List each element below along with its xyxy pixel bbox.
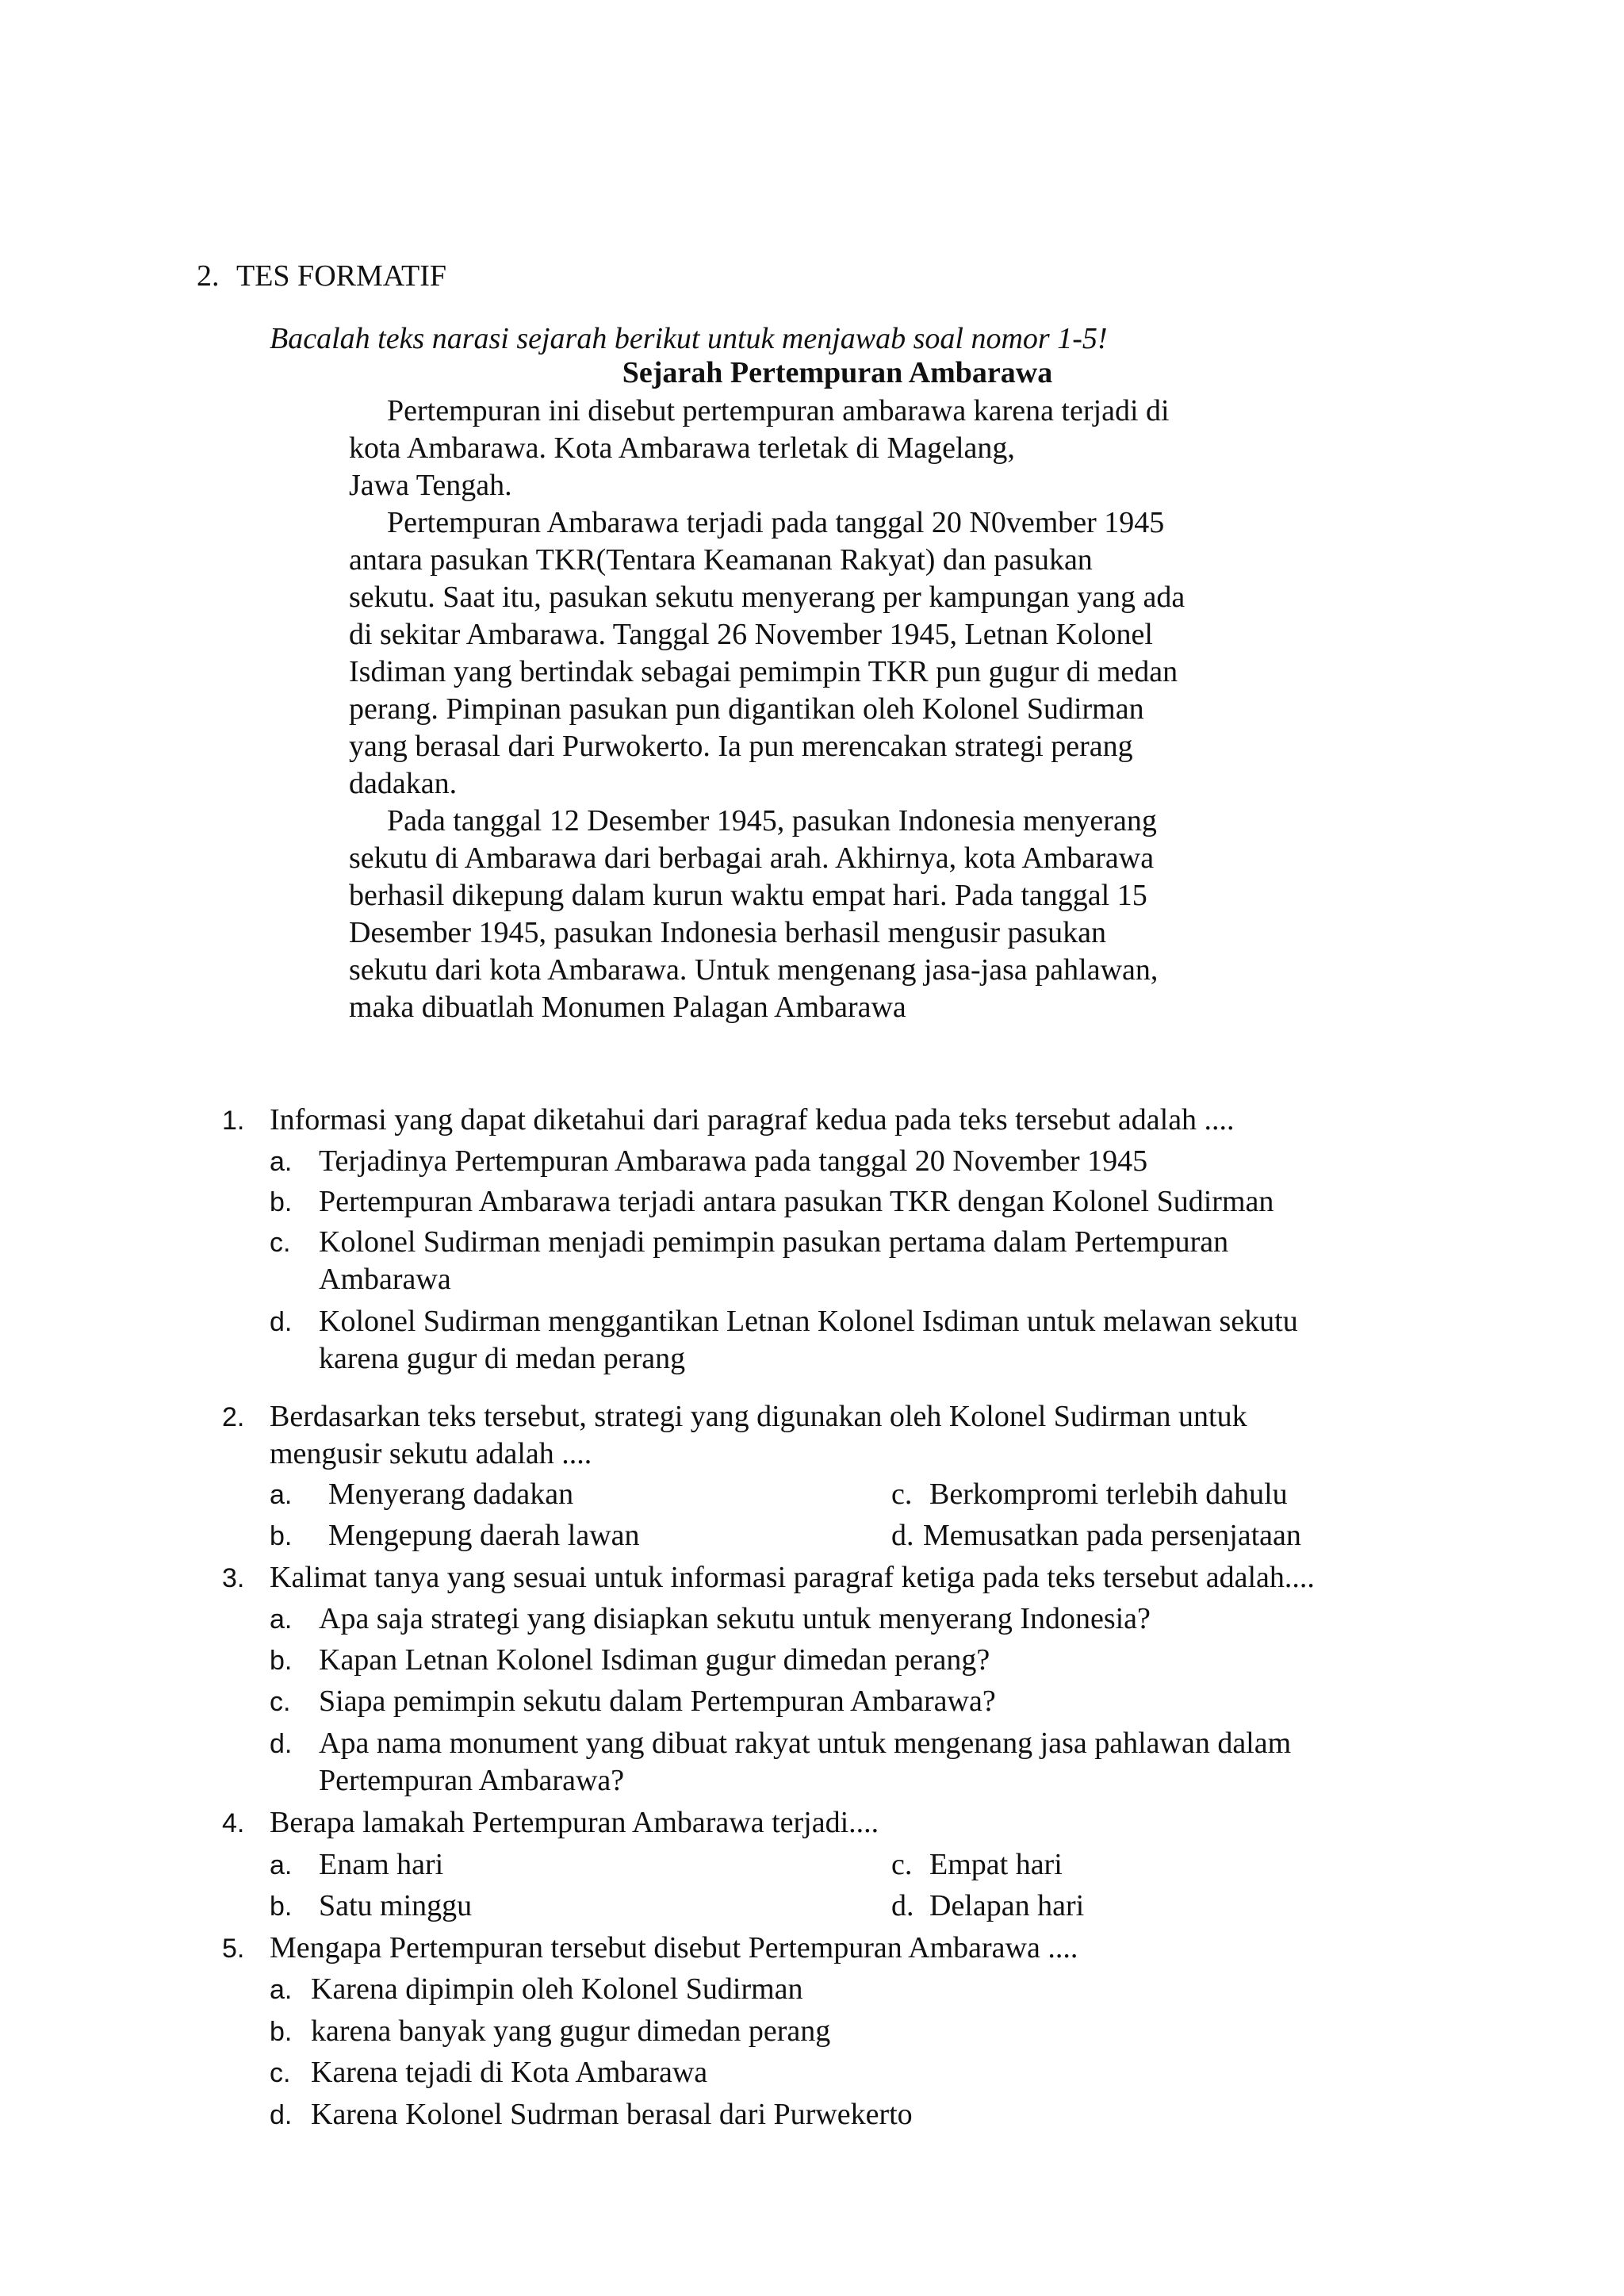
question-text: Berdasarkan teks tersebut, strategi yang digunakan oleh Kolonel Sudirman untuk xyxy=(270,1400,1247,1433)
option-text[interactable]: Terjadinya Pertempuran Ambarawa pada tanggal 20 November 1945 xyxy=(319,1144,1148,1178)
option-letter[interactable]: c. xyxy=(270,2058,291,2088)
story-line: sekutu di Ambarawa dari berbagai arah. Akhirnya, kota Ambarawa xyxy=(349,841,1155,875)
option-text[interactable]: Empat hari xyxy=(929,1848,1063,1881)
story-line: sekutu dari kota Ambarawa. Untuk mengenang jasa-jasa pahlawan, xyxy=(349,953,1159,987)
option-text[interactable]: Karena tejadi di Kota Ambarawa xyxy=(311,2056,708,2089)
question-text: Mengapa Pertempuran tersebut disebut Pertempuran Ambarawa .... xyxy=(270,1931,1078,1964)
option-text[interactable]: Enam hari xyxy=(319,1848,444,1881)
option-text[interactable]: Kolonel Sudirman menggantikan Letnan Kolonel Isdiman untuk melawan sekutu xyxy=(319,1305,1298,1338)
option-text[interactable]: Apa nama monument yang dibuat rakyat untuk mengenang jasa pahlawan dalam xyxy=(319,1727,1292,1760)
story-line: Jawa Tengah. xyxy=(349,469,512,502)
option-letter[interactable]: c. xyxy=(891,1848,913,1881)
option-text[interactable]: Menyerang dadakan xyxy=(328,1478,574,1511)
option-letter[interactable]: b. xyxy=(270,1521,293,1551)
option-text[interactable]: Mengepung daerah lawan xyxy=(328,1519,640,1552)
option-text[interactable]: karena banyak yang gugur dimedan perang xyxy=(311,2014,831,2048)
option-text[interactable]: Delapan hari xyxy=(929,1889,1085,1922)
story-line: antara pasukan TKR(Tentara Keamanan Rakyat) dan pasukan xyxy=(349,543,1093,577)
option-text-continued[interactable]: Ambarawa xyxy=(319,1263,451,1296)
story-line: sekutu. Saat itu, pasukan sekutu menyerang per kampungan yang ada xyxy=(349,581,1185,614)
question-text-continued: mengusir sekutu adalah .... xyxy=(270,1437,592,1470)
option-text[interactable]: Memusatkan pada persenjataan xyxy=(923,1519,1301,1552)
option-text-continued[interactable]: karena gugur di medan perang xyxy=(319,1342,686,1375)
story-line: Pada tanggal 12 Desember 1945, pasukan Indonesia menyerang xyxy=(387,804,1157,838)
option-letter[interactable]: d. xyxy=(891,1519,914,1552)
option-letter[interactable]: d. xyxy=(891,1889,914,1922)
question-number: 1. xyxy=(222,1106,245,1136)
story-line: Pertempuran Ambarawa terjadi pada tanggal 20 N0vember 1945 xyxy=(387,506,1165,539)
option-letter[interactable]: c. xyxy=(270,1687,291,1717)
option-letter[interactable]: b. xyxy=(270,2017,293,2047)
option-letter[interactable]: a. xyxy=(270,1480,293,1510)
section-title: TES FORMATIF xyxy=(236,259,446,293)
option-text[interactable]: Kolonel Sudirman menjadi pemimpin pasukan pertama dalam Pertempuran xyxy=(319,1225,1229,1259)
story-line: berhasil dikepung dalam kurun waktu empat hari. Pada tanggal 15 xyxy=(349,879,1147,912)
story-line: Pertempuran ini disebut pertempuran ambarawa karena terjadi di xyxy=(387,394,1170,427)
story-line: Isdiman yang bertindak sebagai pemimpin TKR pun gugur di medan xyxy=(349,655,1178,688)
option-text[interactable]: Siapa pemimpin sekutu dalam Pertempuran Ambarawa? xyxy=(319,1685,996,1718)
question-text: Informasi yang dapat diketahui dari paragraf kedua pada teks tersebut adalah .... xyxy=(270,1103,1235,1137)
story-line: kota Ambarawa. Kota Ambarawa terletak di Magelang, xyxy=(349,431,1015,465)
question-number: 3. xyxy=(222,1563,245,1593)
option-text-continued[interactable]: Pertempuran Ambarawa? xyxy=(319,1764,625,1797)
story-line: di sekitar Ambarawa. Tanggal 26 November 1945, Letnan Kolonel xyxy=(349,618,1153,651)
option-letter[interactable]: a. xyxy=(270,1850,293,1880)
story-line: Desember 1945, pasukan Indonesia berhasil mengusir pasukan xyxy=(349,916,1107,949)
story-title xyxy=(0,355,1624,390)
option-text[interactable]: Karena dipimpin oleh Kolonel Sudirman xyxy=(311,1972,803,2006)
story-line: perang. Pimpinan pasukan pun digantikan oleh Kolonel Sudirman xyxy=(349,692,1144,726)
story-line: dadakan. xyxy=(349,767,458,800)
option-text[interactable]: Karena Kolonel Sudrman berasal dari Purwekerto xyxy=(311,2098,913,2131)
option-text[interactable]: Satu minggu xyxy=(319,1889,473,1922)
option-letter[interactable]: d. xyxy=(270,1729,293,1759)
question-number: 4. xyxy=(222,1808,245,1838)
option-letter[interactable]: d. xyxy=(270,1307,293,1337)
reading-instruction: Bacalah teks narasi sejarah berikut untuk menjawab soal nomor 1-5! xyxy=(270,322,1108,355)
story-line: maka dibuatlah Monumen Palagan Ambarawa xyxy=(349,991,906,1024)
option-letter[interactable]: b. xyxy=(270,1892,293,1922)
story-title-text: Sejarah Pertempuran Ambarawa xyxy=(622,356,1053,389)
option-letter[interactable]: a. xyxy=(270,1147,293,1177)
option-text[interactable]: Kapan Letnan Kolonel Isdiman gugur dimedan perang? xyxy=(319,1643,990,1677)
question-text: Kalimat tanya yang sesuai untuk informasi paragraf ketiga pada teks tersebut adalah.... xyxy=(270,1561,1315,1594)
section-heading xyxy=(197,259,446,293)
question-number: 2. xyxy=(222,1402,245,1432)
option-letter[interactable]: c. xyxy=(891,1478,913,1511)
option-letter[interactable]: a. xyxy=(270,1975,293,2005)
question-text: Berapa lamakah Pertempuran Ambarawa terjadi.... xyxy=(270,1806,879,1839)
question-number: 5. xyxy=(222,1934,245,1964)
story-line: yang berasal dari Purwokerto. Ia pun merencakan strategi perang xyxy=(349,730,1133,763)
option-text[interactable]: Pertempuran Ambarawa terjadi antara pasukan TKR dengan Kolonel Sudirman xyxy=(319,1185,1274,1218)
option-text[interactable]: Apa saja strategi yang disiapkan sekutu untuk menyerang Indonesia? xyxy=(319,1602,1151,1635)
option-letter[interactable]: a. xyxy=(270,1604,293,1635)
option-text[interactable]: Berkompromi terlebih dahulu xyxy=(929,1478,1288,1511)
option-letter[interactable]: b. xyxy=(270,1646,293,1676)
section-number: 2. xyxy=(197,259,220,293)
option-letter[interactable]: c. xyxy=(270,1228,291,1258)
option-letter[interactable]: d. xyxy=(270,2100,293,2130)
option-letter[interactable]: b. xyxy=(270,1187,293,1217)
